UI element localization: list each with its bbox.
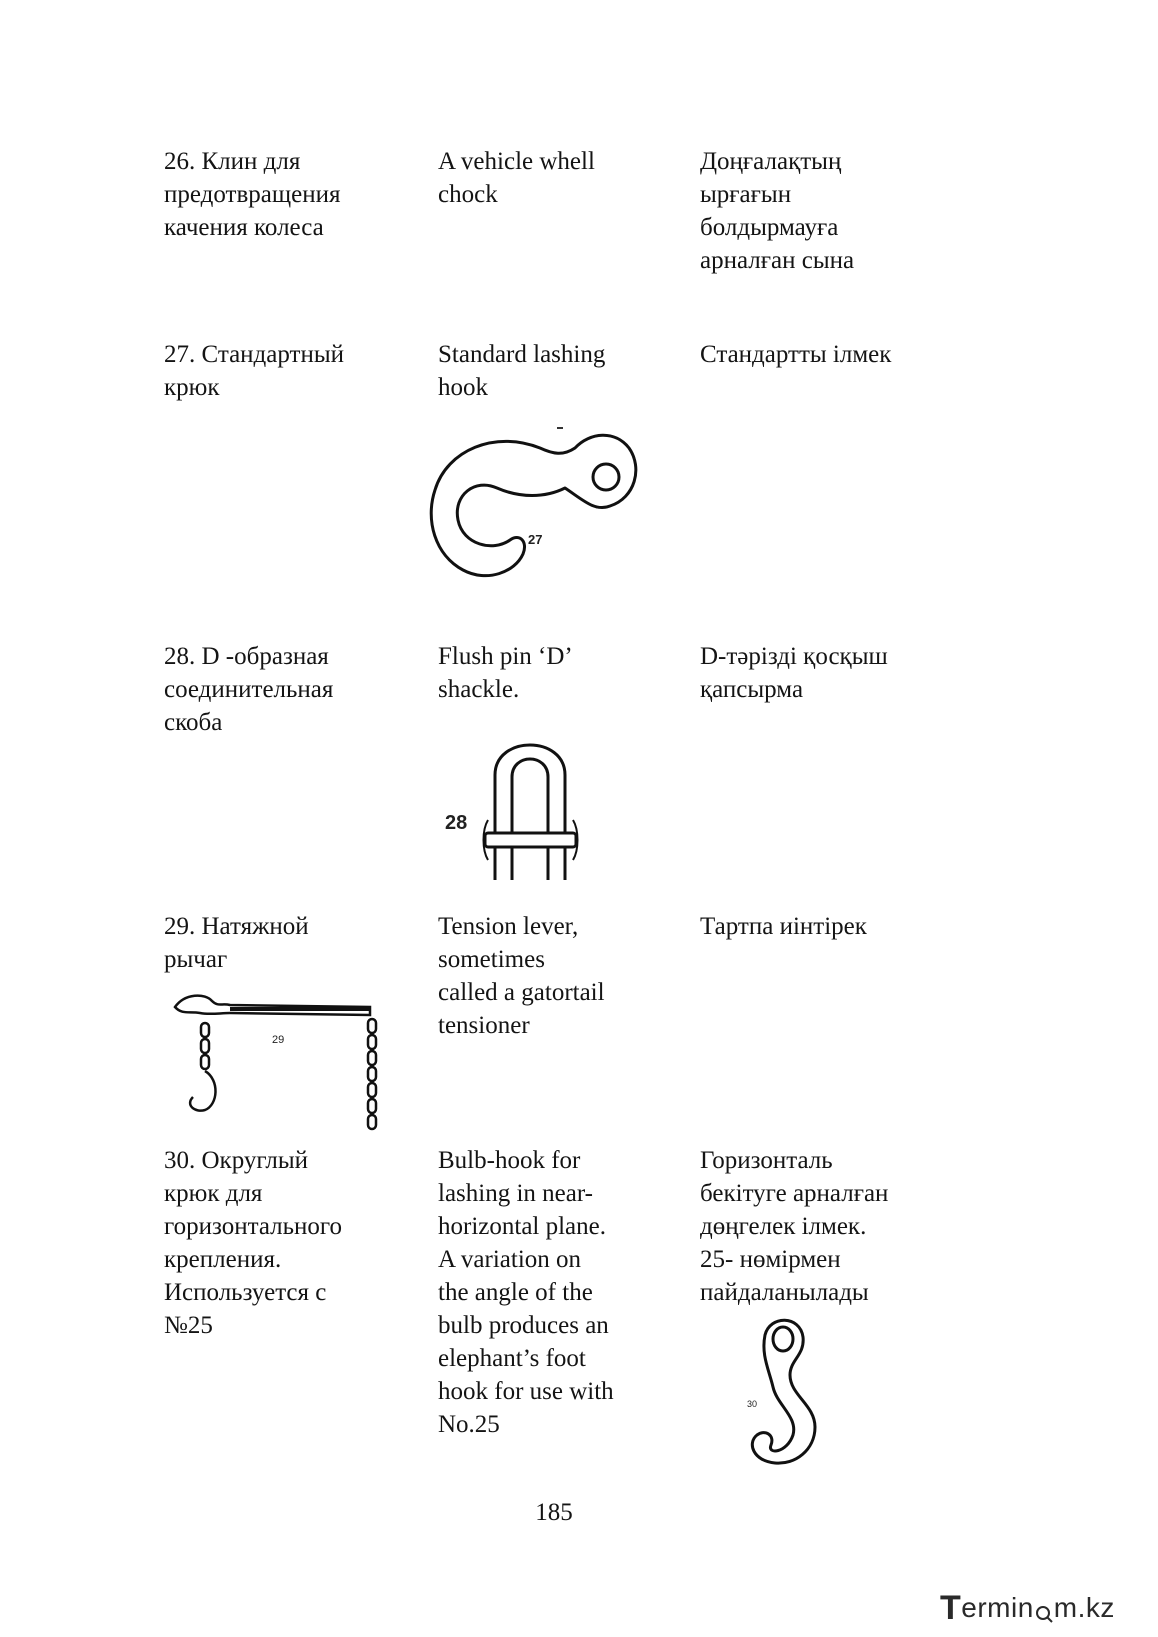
figure-29-label: 29 — [272, 1034, 285, 1046]
entry-29-kazakh: Тартпа иінтірек — [700, 913, 867, 940]
entry-28-russian: 28. D -образная соединительная скоба — [164, 643, 334, 736]
entry-30-russian: 30. Округлый крюк для горизонтального крепления. Используется с №25 — [164, 1147, 343, 1339]
entry-30-kazakh: Горизонталь бекітуге арналған дөңгелек ілмек. 25- нөмірмен пайдаланылады — [700, 1147, 889, 1306]
entry-27-russian: 27. Стандартный крюк — [164, 341, 345, 401]
figure-27-label: 27 — [528, 532, 543, 547]
entry-26-russian: 26. Клин для предотвращения качения колеса — [164, 148, 341, 241]
entry-29-english: Tension lever, sometimes called a gatortail tensioner — [438, 913, 605, 1039]
entry-27-kazakh: Стандартты ілмек — [700, 341, 892, 368]
entry-28-english: Flush pin ‘D’ shackle. — [438, 643, 573, 703]
entry-26-english: A vehicle whell chock — [438, 148, 595, 208]
bulb-hook-icon — [735, 1315, 845, 1475]
tension-lever-icon — [150, 985, 400, 1135]
page-number: 185 — [535, 1499, 573, 1526]
logo-text-mkz: m.kz — [1053, 1592, 1115, 1623]
entry-27-english: Standard lashing hook — [438, 341, 606, 401]
entry-28-kazakh: D-тәрізді қосқыш қапсырма — [700, 643, 888, 703]
d-shackle-icon — [440, 725, 600, 885]
entry-30-english: Bulb-hook for lashing in near- horizontal plane. A variation on the angle of the bulb produces an elephant’s foot hook for use with No.25 — [438, 1147, 614, 1438]
lashing-hook-icon — [425, 420, 645, 590]
figure-30-label: 30 — [747, 1399, 758, 1409]
entry-26-kazakh: Доңғалақтың ырғағын болдырмауға арналған сына — [700, 148, 855, 274]
magnifier-icon — [1035, 1598, 1053, 1618]
logo-letter-t: T — [940, 1588, 962, 1627]
logo-text-ermin: ermin — [961, 1592, 1034, 1623]
figure-28-label: 28 — [445, 812, 468, 834]
termincom-logo — [940, 1588, 1115, 1628]
entry-29-russian: 29. Натяжной рычаг — [164, 913, 309, 973]
